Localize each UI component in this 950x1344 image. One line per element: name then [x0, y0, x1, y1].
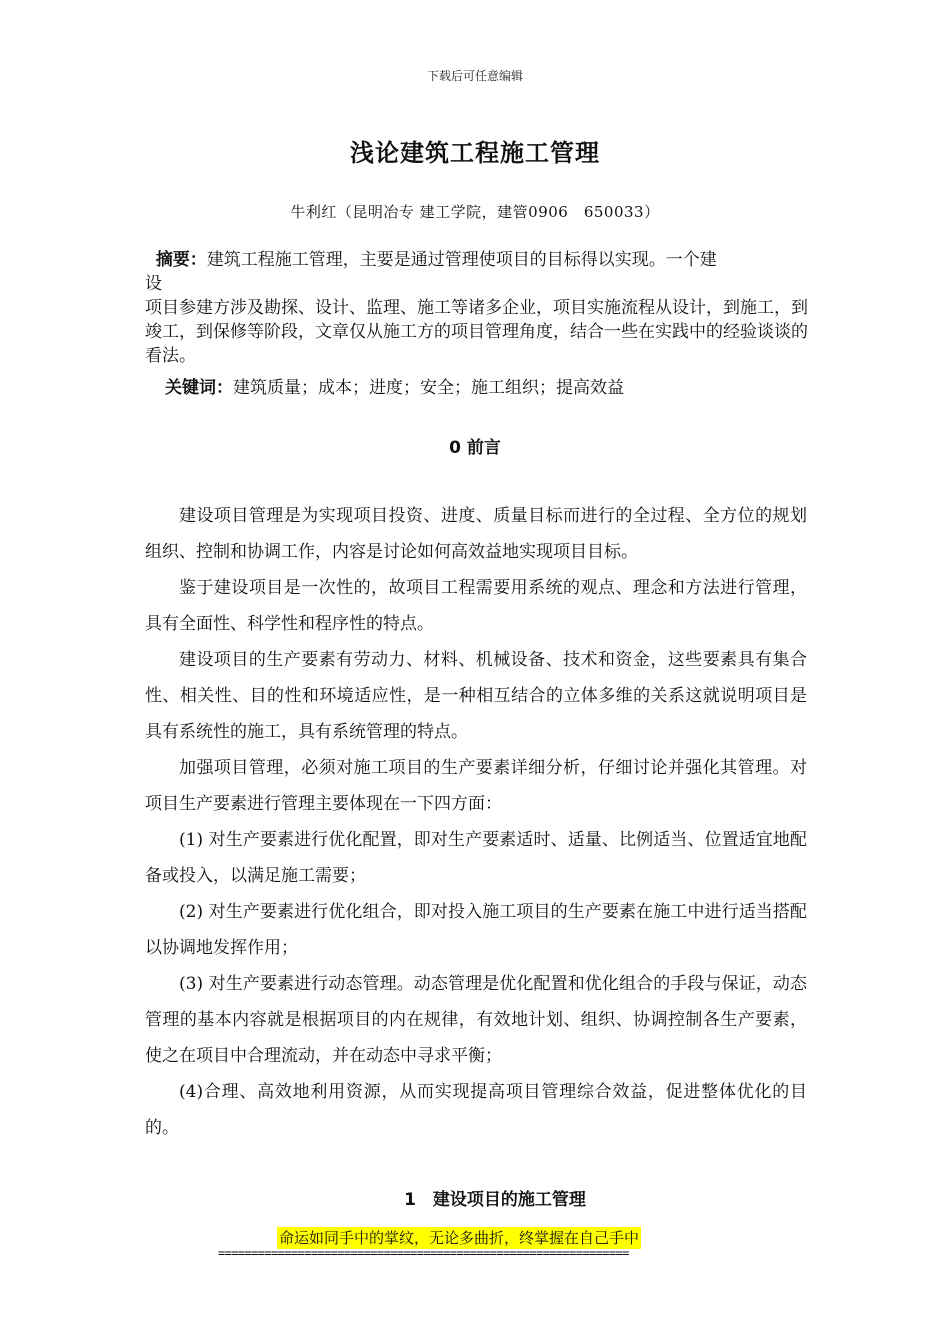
- document-title: 浅论建筑工程施工管理: [350, 139, 600, 167]
- abstract-label: 摘要：: [155, 250, 207, 270]
- list-item: (4)合理、高效地利用资源，从而实现提高项目管理综合效益，促进整体优化的目的。: [145, 1082, 807, 1138]
- keywords-text: 建筑质量；成本；进度；安全；施工组织；提高效益: [233, 378, 624, 398]
- paragraph: 加强项目管理，必须对施工项目的生产要素详细分析，仔细讨论并强化其管理。对项目生产要素进行管理主要体现在一下四方面：: [145, 758, 807, 814]
- list-item: (1) 对生产要素进行优化配置，即对生产要素适时、适量、比例适当、位置适宜地配备或投入，以满足施工需要；: [145, 830, 807, 886]
- section-heading-preface: 0 前言: [449, 438, 501, 458]
- paragraph: 鉴于建设项目是一次性的，故项目工程需要用系统的观点、理念和方法进行管理，具有全面性、科学性和程序性的特点。: [145, 578, 807, 634]
- abstract-line-1: [145, 248, 810, 272]
- keywords: [165, 376, 805, 400]
- section-heading-1: 1 建设项目的施工管理: [404, 1190, 586, 1210]
- list-item: (3) 对生产要素进行动态管理。动态管理是优化配置和优化组合的手段与保证，动态管理的基本内容就是根据项目的内在规律，有效地计划、组织、协调控制各生产要素，使之在项目中合理流动，并在动态中寻求平衡；: [145, 974, 807, 1066]
- abstract: [145, 248, 810, 368]
- author-line: 牛利红（昆明冶专 建工学院，建管0906 650033）: [290, 203, 660, 221]
- list-item: (2) 对生产要素进行优化组合，即对投入施工项目的生产要素在施工中进行适当搭配以协调地发挥作用；: [145, 902, 807, 958]
- paragraph: 建设项目的生产要素有劳动力、材料、机械设备、技术和资金，这些要素具有集合性、相关性、目的性和环境适应性，是一种相互结合的立体多维的关系这就说明项目是具有系统性的施工，具有系统管理的特点。: [145, 650, 807, 742]
- body-text: [145, 498, 807, 1146]
- abstract-text-rest: 项目参建方涉及勘探、设计、监理、施工等诸多企业，项目实施流程从设计，到施工，到竣工，到保修等阶段，文章仅从施工方的项目管理角度，结合一些在实践中的经验谈谈的看法。: [145, 298, 808, 366]
- footer-highlight-note: 命运如同手中的掌纹，无论多曲折，终掌握在自己手中: [279, 1229, 640, 1247]
- paragraph: 建设项目管理是为实现项目投资、进度、质量目标而进行的全过程、全方位的规划组织、控制和协调工作，内容是讨论如何高效益地实现项目目标。: [145, 506, 807, 562]
- footer-rule: ==============================================================: [218, 1246, 629, 1260]
- header-note: 下载后可任意编辑: [426, 69, 523, 83]
- abstract-text-line-1: 建筑工程施工管理，主要是通过管理使项目的目标得以实现。一个建: [206, 250, 717, 270]
- abstract-text-line-2: 设: [145, 274, 162, 294]
- keywords-label: 关键词：: [165, 378, 233, 398]
